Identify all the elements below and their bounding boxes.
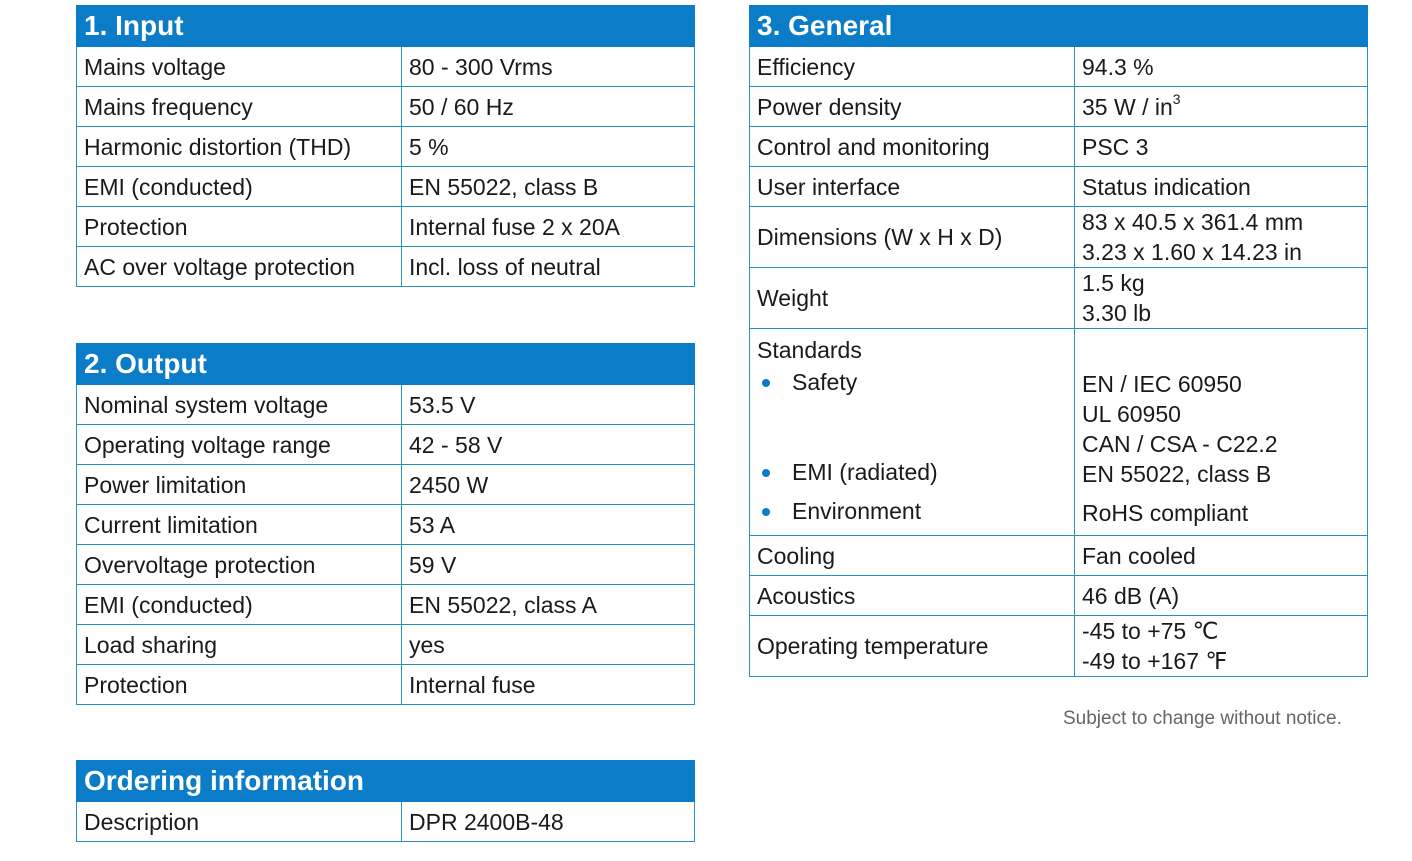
spec-value: 50 / 60 Hz xyxy=(402,87,695,127)
table-row xyxy=(750,47,1368,87)
bullet-icon xyxy=(762,469,770,477)
table-row xyxy=(77,47,695,87)
spec-label: Dimensions (W x H x D) xyxy=(750,207,1075,268)
spec-label: Load sharing xyxy=(77,625,402,665)
spec-value xyxy=(1075,87,1368,127)
spec-label: Overvoltage protection xyxy=(77,545,402,585)
spec-label: User interface xyxy=(750,167,1075,207)
spec-value: 5 % xyxy=(402,127,695,167)
emi-radiated-label: EMI (radiated) xyxy=(792,459,938,485)
emi-radiated-value: EN 55022, class B xyxy=(1082,461,1272,487)
table-row xyxy=(77,802,695,842)
table-row xyxy=(750,576,1368,616)
spec-label: Mains frequency xyxy=(77,87,402,127)
spec-label: Protection xyxy=(77,665,402,705)
table-row xyxy=(77,585,695,625)
spec-label: Harmonic distortion (THD) xyxy=(77,127,402,167)
spec-value: 42 - 58 V xyxy=(402,425,695,465)
spec-value: yes xyxy=(402,625,695,665)
spec-value: Fan cooled xyxy=(1075,536,1368,576)
output-title: 2. Output xyxy=(77,344,695,385)
spec-label: Operating voltage range xyxy=(77,425,402,465)
safety-value: UL 60950 xyxy=(1082,401,1181,427)
spec-label: Current limitation xyxy=(77,505,402,545)
footnote: Subject to change without notice. xyxy=(1063,708,1342,729)
table-row xyxy=(77,127,695,167)
spec-label: Description xyxy=(77,802,402,842)
weight-lb: 3.30 lb xyxy=(1082,300,1152,326)
spec-label: Acoustics xyxy=(750,576,1075,616)
table-row xyxy=(77,545,695,585)
input-title: 1. Input xyxy=(77,6,695,47)
table-row xyxy=(750,167,1368,207)
spec-value: 80 - 300 Vrms xyxy=(402,47,695,87)
spec-label: Efficiency xyxy=(750,47,1075,87)
spec-value: EN 55022, class B xyxy=(402,167,695,207)
spec-value: Incl. loss of neutral xyxy=(402,247,695,287)
spec-value: Internal fuse 2 x 20A xyxy=(402,207,695,247)
spec-label: Cooling xyxy=(750,536,1075,576)
environment-value: RoHS compliant xyxy=(1082,500,1249,526)
table-row xyxy=(750,329,1368,536)
table-row xyxy=(750,616,1368,677)
table-row xyxy=(77,385,695,425)
spec-value xyxy=(1075,616,1368,677)
general-table xyxy=(749,5,1368,677)
spec-label: Nominal system voltage xyxy=(77,385,402,425)
spec-value: 94.3 % xyxy=(1075,47,1368,87)
table-row xyxy=(77,505,695,545)
temperature-celsius: -45 to +75 ℃ xyxy=(1082,618,1219,644)
table-row xyxy=(750,87,1368,127)
table-row xyxy=(77,167,695,207)
spec-label: Weight xyxy=(750,268,1075,329)
spec-value: Status indication xyxy=(1075,167,1368,207)
spec-value: 46 dB (A) xyxy=(1075,576,1368,616)
environment-label: Environment xyxy=(792,498,922,524)
output-table xyxy=(76,343,695,705)
table-row xyxy=(750,127,1368,167)
spec-value: 53 A xyxy=(402,505,695,545)
spec-value: Internal fuse xyxy=(402,665,695,705)
ordering-title: Ordering information xyxy=(77,761,695,802)
spec-label: Protection xyxy=(77,207,402,247)
spec-label: Power limitation xyxy=(77,465,402,505)
spec-value: PSC 3 xyxy=(1075,127,1368,167)
input-table xyxy=(76,5,695,287)
spec-label: EMI (conducted) xyxy=(77,167,402,207)
bullet-icon xyxy=(762,508,770,516)
standards-label-cell xyxy=(750,329,1075,536)
list-item xyxy=(792,367,857,397)
table-row xyxy=(77,207,695,247)
table-row xyxy=(750,268,1368,329)
table-row xyxy=(750,536,1368,576)
table-row xyxy=(77,465,695,505)
power-density-value: 35 W / in xyxy=(1082,93,1173,120)
weight-kg: 1.5 kg xyxy=(1082,270,1145,296)
dimensions-mm: 83 x 40.5 x 361.4 mm xyxy=(1082,209,1304,235)
table-row xyxy=(77,665,695,705)
temperature-fahrenheit: -49 to +167 ℉ xyxy=(1082,648,1228,674)
dimensions-in: 3.23 x 1.60 x 14.23 in xyxy=(1082,239,1302,265)
bullet-icon xyxy=(762,379,770,387)
spec-value xyxy=(1075,207,1368,268)
table-row xyxy=(750,207,1368,268)
table-row xyxy=(77,625,695,665)
spec-value xyxy=(1075,268,1368,329)
spec-label: Operating temperature xyxy=(750,616,1075,677)
spec-label: AC over voltage protection xyxy=(77,247,402,287)
spec-value: 53.5 V xyxy=(402,385,695,425)
spec-value: 2450 W xyxy=(402,465,695,505)
spec-label: Control and monitoring xyxy=(750,127,1075,167)
ordering-table xyxy=(76,760,695,842)
spec-value: DPR 2400B-48 xyxy=(402,802,695,842)
safety-value: CAN / CSA - C22.2 xyxy=(1082,431,1278,457)
standards-label: Standards xyxy=(757,337,862,363)
spec-value: EN 55022, class A xyxy=(402,585,695,625)
table-row xyxy=(77,247,695,287)
superscript: 3 xyxy=(1172,90,1181,107)
standards-value-cell xyxy=(1075,329,1368,536)
spec-label: EMI (conducted) xyxy=(77,585,402,625)
spec-label: Power density xyxy=(750,87,1075,127)
safety-label: Safety xyxy=(792,369,858,395)
table-row xyxy=(77,87,695,127)
spec-label: Mains voltage xyxy=(77,47,402,87)
table-row xyxy=(77,425,695,465)
safety-value: EN / IEC 60950 xyxy=(1082,371,1242,397)
list-item xyxy=(792,457,938,487)
general-title: 3. General xyxy=(750,6,1368,47)
spec-value: 59 V xyxy=(402,545,695,585)
list-item xyxy=(792,496,921,526)
